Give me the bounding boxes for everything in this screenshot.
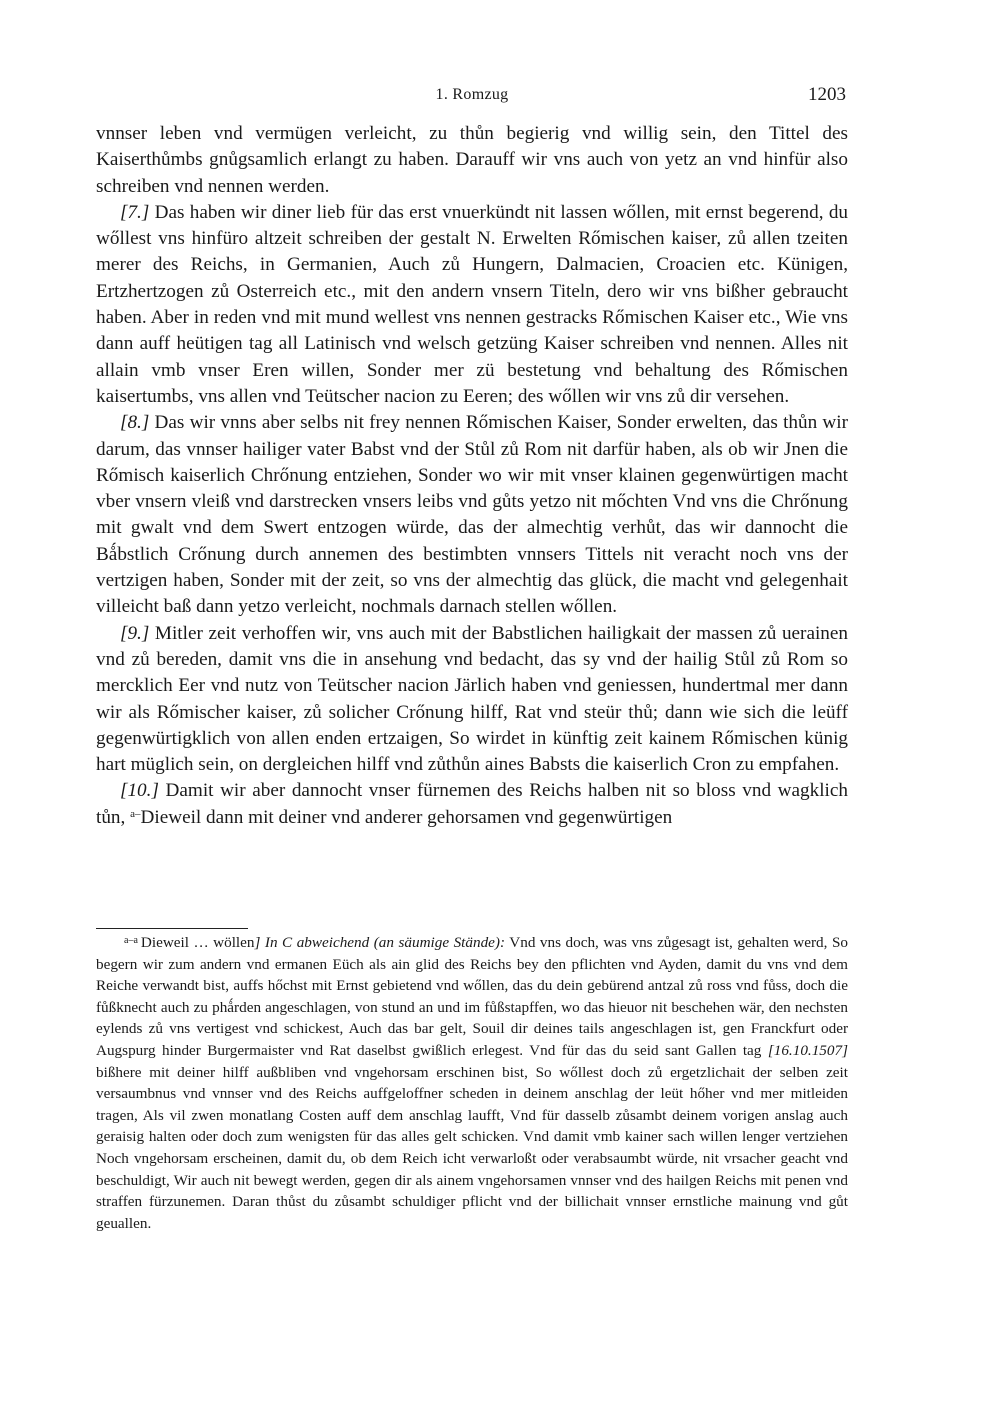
footnote bbox=[96, 932, 848, 1234]
paragraph-9 bbox=[96, 621, 848, 779]
footnote-body: bißhere mit deiner hilff außbliben vnd vngehorsam erschinen bist, So wőllest doch zů ergetzlichait der selben zeit versaumbnus vnd vnnser vnd des Reichs auffgeloffner scheden in deinem anschlag der leüt hőher vnd mer mitleiden tragen, Als vil zwen monatlang Costen auff dem anschlag laufft, Vnd für dasselb zůsambt deinem vorigen anslag auch geraisig halten oder doch zum wenigsten für das alles gelt schicken. Vnd damit vmb kainer sach willen lenger vertziehen Noch vngehorsam erscheinen, damit du, ob dem Reich icht verwarloßt oder verabsaumbt würde, nit vrsacher geacht vnd beschuldigt, Wir auch nit bewegt werden, gegen dir als ainem vngehorsamen vnnser vnd des hailgen Reichs mit penen vnd straffen fürzunemen. Daran thůst du zůsambt schuldiger pflicht vnd der billichait vnnser ernstliche mainung vnd gůt geuallen. bbox=[96, 1063, 848, 1232]
footnote-separator bbox=[96, 928, 248, 929]
footnote-reference: a– bbox=[130, 807, 141, 820]
paragraph-8 bbox=[96, 410, 848, 620]
footnote-editorial-note: ] In C abweichend (an säumige Stände): bbox=[254, 934, 506, 951]
paragraph-text: Mitler zeit verhoffen wir, vns auch mit der Babstlichen hailigkait der massen zů uerainen vnd zů bereden, damit vns die in ansehung vnd bedacht, das sy vnd der hailig Stůl zů Rom so mercklich Eer vnd nutz von Teütscher nacion Järlich haben vnd geniessen, hundertmal mer dann wir als Rőmischer kaiser, zů solicher Crőnung hilff, Rat vnd steür thů; dann wie sich die leüff gegenwürtigklich von allen enden ertzaigen, So wirdet in künftig zeit kainem Rőmischen künig hart müglich sein, on dergleichen hilff vnd zůthůn aines Babsts die kaiserlich Cron zu empfahen. bbox=[96, 622, 849, 776]
paragraph-text: Damit wir aber dannocht vnser fürnemen des Reichs halben nit so bloss vnd wagklich tůn, bbox=[96, 780, 848, 828]
footnote-date: [16.10.1507] bbox=[767, 1041, 848, 1059]
footnote-lemma: Dieweil … wöllen bbox=[140, 934, 255, 951]
main-text bbox=[96, 121, 848, 831]
paragraph-number: [8.] bbox=[120, 412, 150, 434]
paragraph-number: [10.] bbox=[120, 780, 159, 802]
footnote-text bbox=[96, 932, 848, 1234]
running-head bbox=[96, 84, 848, 108]
paragraph-text: Das wir vnns aber selbs nit frey nennen Rőmischen Kaiser, Sonder erwelten, das thůn wir darum, das vnnser hailiger vater Babst vnd der Stůl zů Rom nit darfür haben, als ob wir Jnen die Rőmisch kaiserlich Chrőnung entziehen, Sonder wo wir mit vnser klainen gegenwürtigen macht vber vnsern vleiß vnd darstrecken vnsers leibs vnd gůts yetzo nit mőchten Vnd vns die Chrőnung mit gwalt vnd dem Swert entzogen würde, das der almechtig verhůt, das wir dannocht die Bǻbstlich Crőnung durch annemen des bestimbten vnnsers Tittels nit veracht noch vns der vertzigen haben, Sonder mit der zeit, so vns der almechtig das glück, die macht vnd gelegenhait villeicht baß dann yetzo verleicht, nochmals darnach stellen wőllen. bbox=[96, 412, 848, 618]
paragraph-10 bbox=[96, 778, 848, 831]
paragraph-continuation bbox=[96, 121, 848, 200]
footnote-mark: a–a bbox=[124, 935, 138, 946]
paragraph-7 bbox=[96, 200, 848, 410]
paragraph-text: Das haben wir diner lieb für das erst vnuerkündt nit lassen wőllen, mit ernst begerend, du wőllest vns hinfüro altzeit schreiben der gestalt N. Erwelten Rőmischen kaiser, zů allen tzeiten merer des Reichs, in Germanien, Auch zů Hungern, Dalmacien, Croacien etc. Künigen, Ertzhertzogen zů Osterreich etc., mit den andern vnsern Titeln, dero wir vns bißher gebraucht haben. Aber in reden vnd mit mund wellest vns nennen gestracks Rőmischen Kaiser etc., Wie vns dann auff heütigen tag all Latinisch vnd welsch getzüng Kaiser schreiben vnd nennen. Alles nit allain vmb vnser Eren willen, Sonder mer zü bestetung vnd behaltung des Rőmischen kaisertumbs, vns allen vnd Teütscher nacion zu Eeren; des wőllen wir vns zů dir versehen. bbox=[96, 201, 849, 407]
footnote-body: Vnd vns doch, was vns zůgesagt ist, gehalten werd, So begern wir zum andern vnd ermanen Eüch als ain glid des Reichs bey den pflichten vnd Ayden, damit du vns vnd dem Reiche verwandt bist, auffs hőchst mit Ernst gebietend vnd wőllen, das du dein gebürend antzal zů ross vnd fůss, doch die fůßknecht auch zu phǻrden angeschlagen, von stund an und im fůßstapffen, wo das hieuor nit beschehen wär, den nechsten eylends zů vns vertigest vnd schickest, Auch das bar gelt, Souil dir deines tails angeschlagen ist, gen Franckfurt oder Augspurg hinder Burgermaister vnd Rat daselbst gwißlich erlegest. Vnd für das du seid sant Gallen tag bbox=[96, 934, 848, 1059]
page-number: 1203 bbox=[808, 84, 846, 105]
paragraph-text: vnnser leben vnd vermügen verleicht, zu thůn begierig vnd willig sein, den Tittel des Kaiserthůmbs gnůgsamlich erlangt zu haben. Darauff wir vns auch von yetz an vnd hinfür also schreiben vnd nennen werden. bbox=[96, 123, 848, 197]
paragraph-number: [7.] bbox=[120, 201, 150, 223]
paragraph-text: Dieweil dann mit deiner vnd anderer gehorsamen vnd gegenwürtigen bbox=[140, 806, 673, 828]
paragraph-number: [9.] bbox=[120, 622, 150, 644]
running-title: 1. Romzug bbox=[435, 86, 509, 103]
